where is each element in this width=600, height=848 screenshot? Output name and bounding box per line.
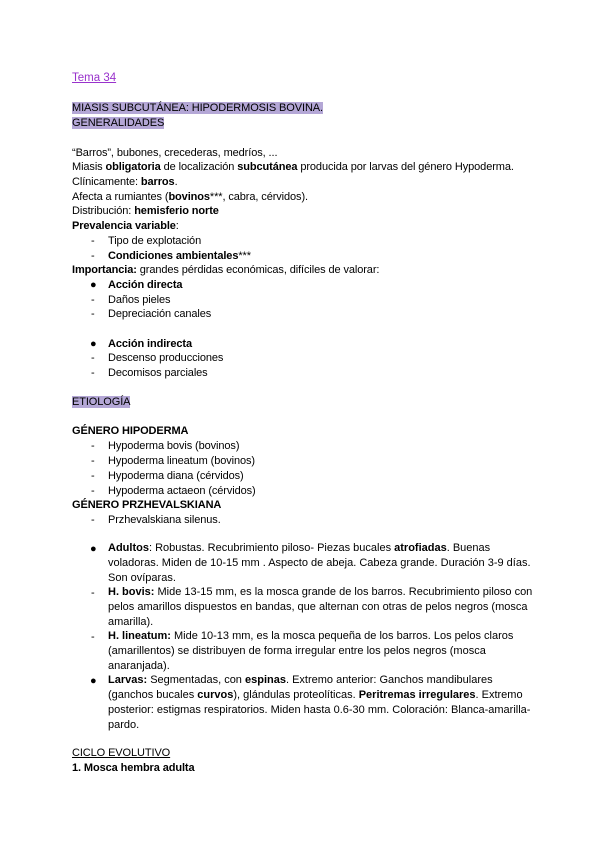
- accion-indirecta-text: Acción indirecta: [108, 338, 192, 350]
- adultos-text-2: atrofiadas: [394, 542, 447, 554]
- larvas-text-1: Segmentadas, con: [147, 674, 245, 686]
- genero-hipoderma-heading: [72, 424, 188, 438]
- dash-bullet: -: [91, 455, 95, 467]
- dash-bullet: -: [91, 235, 95, 247]
- bovis-paragraph: [108, 585, 533, 630]
- importancia-line: [72, 263, 379, 277]
- list-item: Hypoderma diana (cérvidos): [108, 470, 244, 482]
- dash-bullet: -: [91, 308, 95, 320]
- etiologia-text: ETIOLOGÍA: [72, 396, 131, 408]
- accion-directa-text: Acción directa: [108, 279, 183, 291]
- afecta-text-c: ***, cabra, cérvidos).: [209, 191, 308, 203]
- distribucion-line: [72, 204, 219, 218]
- clin-text-c: .: [174, 176, 178, 188]
- dash-bullet: -: [91, 587, 95, 599]
- prev-text-b: :: [175, 220, 179, 232]
- dash-bullet: -: [91, 485, 95, 497]
- miasis-text-a: Miasis: [72, 161, 106, 173]
- list-item: Decomisos parciales: [108, 367, 208, 379]
- bovis-text: Mide 13-15 mm, es la mosca grande de los barros. Recubrimiento piloso con pelos amarillos dispuestos en bandas, que alternan con otras de pelos negros (mosca amarilla).: [108, 586, 533, 628]
- dot-bullet: ●: [90, 675, 97, 687]
- section-heading-generalidades: [72, 116, 164, 130]
- dot-bullet: ●: [90, 279, 97, 291]
- miasis-text-c: de localización: [160, 161, 238, 173]
- dist-text-b: hemisferio norte: [134, 205, 219, 217]
- topic-link[interactable]: Tema 34: [72, 72, 117, 84]
- prevalencia-line: [72, 219, 179, 233]
- list-item: Depreciación canales: [108, 308, 212, 320]
- section-heading-etiologia: [72, 395, 130, 409]
- dash-bullet: -: [91, 470, 95, 482]
- list-item: Przhevalskiana silenus.: [108, 514, 221, 526]
- dash-bullet: -: [91, 367, 95, 379]
- afecta-line: [72, 190, 308, 204]
- dash-bullet: -: [91, 294, 95, 306]
- adultos-text-1: : Robustas. Recubrimiento piloso- Piezas bucales: [148, 542, 395, 554]
- larvas-text-6: Peritremas irregulares: [358, 689, 476, 701]
- adultos-paragraph: [108, 541, 533, 586]
- ciclo-item-1: [72, 761, 195, 775]
- list-item: Hypoderma actaeon (cérvidos): [108, 485, 256, 497]
- list-item: [108, 249, 251, 263]
- genero-hipoderma-text: GÉNERO HIPODERMA: [72, 425, 189, 437]
- lineatum-label: H. lineatum:: [108, 630, 171, 642]
- list-item: Hypoderma bovis (bovinos): [108, 440, 240, 452]
- list-item-bold: Condiciones ambientales: [108, 250, 239, 262]
- larvas-text-7: . Extremo posterior: estigmas respiratorios. Miden hasta 0.6-30 mm. Coloración: Blanca-amarilla-pardo.: [108, 689, 531, 731]
- ciclo-item-1-text: 1. Mosca hembra adulta: [72, 762, 195, 774]
- list-item: Daños pieles: [108, 294, 171, 306]
- bovis-label: H. bovis:: [108, 586, 155, 598]
- list-item: Hypoderma lineatum (bovinos): [108, 455, 255, 467]
- clin-text-b: barros: [140, 176, 175, 188]
- dot-bullet: ●: [90, 338, 97, 350]
- accion-directa-label: [108, 278, 182, 292]
- prev-text-a: Prevalencia variable: [72, 220, 176, 232]
- adultos-label: Adultos: [108, 542, 149, 554]
- ciclo-heading: CICLO EVOLUTIVO: [72, 747, 171, 759]
- heading-title-text: MIASIS SUBCUTÁNEA: HIPODERMOSIS BOVINA.: [72, 102, 323, 114]
- larvas-paragraph: [108, 673, 533, 733]
- miasis-line: [72, 160, 514, 174]
- larvas-label: Larvas:: [108, 674, 148, 686]
- miasis-text-d: subcutánea: [237, 161, 298, 173]
- adultos-text-3: . Buenas voladoras. Miden de 10-15 mm . Aspecto de abeja. Cabeza grande. Duración 3-9 días. Son ovíparas.: [108, 542, 531, 584]
- dash-bullet: -: [91, 352, 95, 364]
- section-heading-title: [72, 101, 323, 115]
- genero-przh-text: GÉNERO PRZHEVALSKIANA: [72, 499, 222, 511]
- list-item-suffix: ***: [238, 250, 251, 262]
- afecta-text-b: bovinos: [168, 191, 210, 203]
- dash-bullet: -: [91, 514, 95, 526]
- clinicamente-line: [72, 175, 178, 189]
- dash-bullet: -: [91, 631, 95, 643]
- larvas-text-5: ), glándulas proteolíticas.: [233, 689, 359, 701]
- clin-text-a: Clínicamente:: [72, 176, 141, 188]
- dash-bullet: -: [91, 440, 95, 452]
- imp-text-a: Importancia:: [72, 264, 137, 276]
- accion-indirecta-label: [108, 337, 192, 351]
- dot-bullet: ●: [90, 543, 97, 555]
- afecta-text-a: Afecta a rumiantes (: [72, 191, 169, 203]
- lineatum-paragraph: [108, 629, 533, 674]
- imp-text-b: grandes pérdidas económicas, difíciles de valorar:: [136, 264, 380, 276]
- dash-bullet: -: [91, 250, 95, 262]
- genero-przh-heading: [72, 498, 221, 512]
- larvas-text-4: curvos: [197, 689, 234, 701]
- list-item: Tipo de explotación: [108, 235, 202, 247]
- list-item: Descenso producciones: [108, 352, 224, 364]
- miasis-text-b: obligatoria: [105, 161, 161, 173]
- heading-generalidades-text: GENERALIDADES: [72, 117, 165, 129]
- barros-line: “Barros”, bubones, crecederas, medríos, ...: [72, 147, 278, 159]
- miasis-text-e: producida por larvas del género Hypoderma.: [297, 161, 514, 173]
- larvas-text-3: . Extremo anterior: Ganchos mandibulares (ganchos bucales: [108, 674, 493, 701]
- lineatum-text: Mide 10-13 mm, es la mosca pequeña de los barros. Los pelos claros (amarillentos) se distribuyen de forma irregular entre los pelos negros (mosca anaranjada).: [108, 630, 514, 672]
- larvas-text-2: espinas: [244, 674, 286, 686]
- dist-text-a: Distribución:: [72, 205, 135, 217]
